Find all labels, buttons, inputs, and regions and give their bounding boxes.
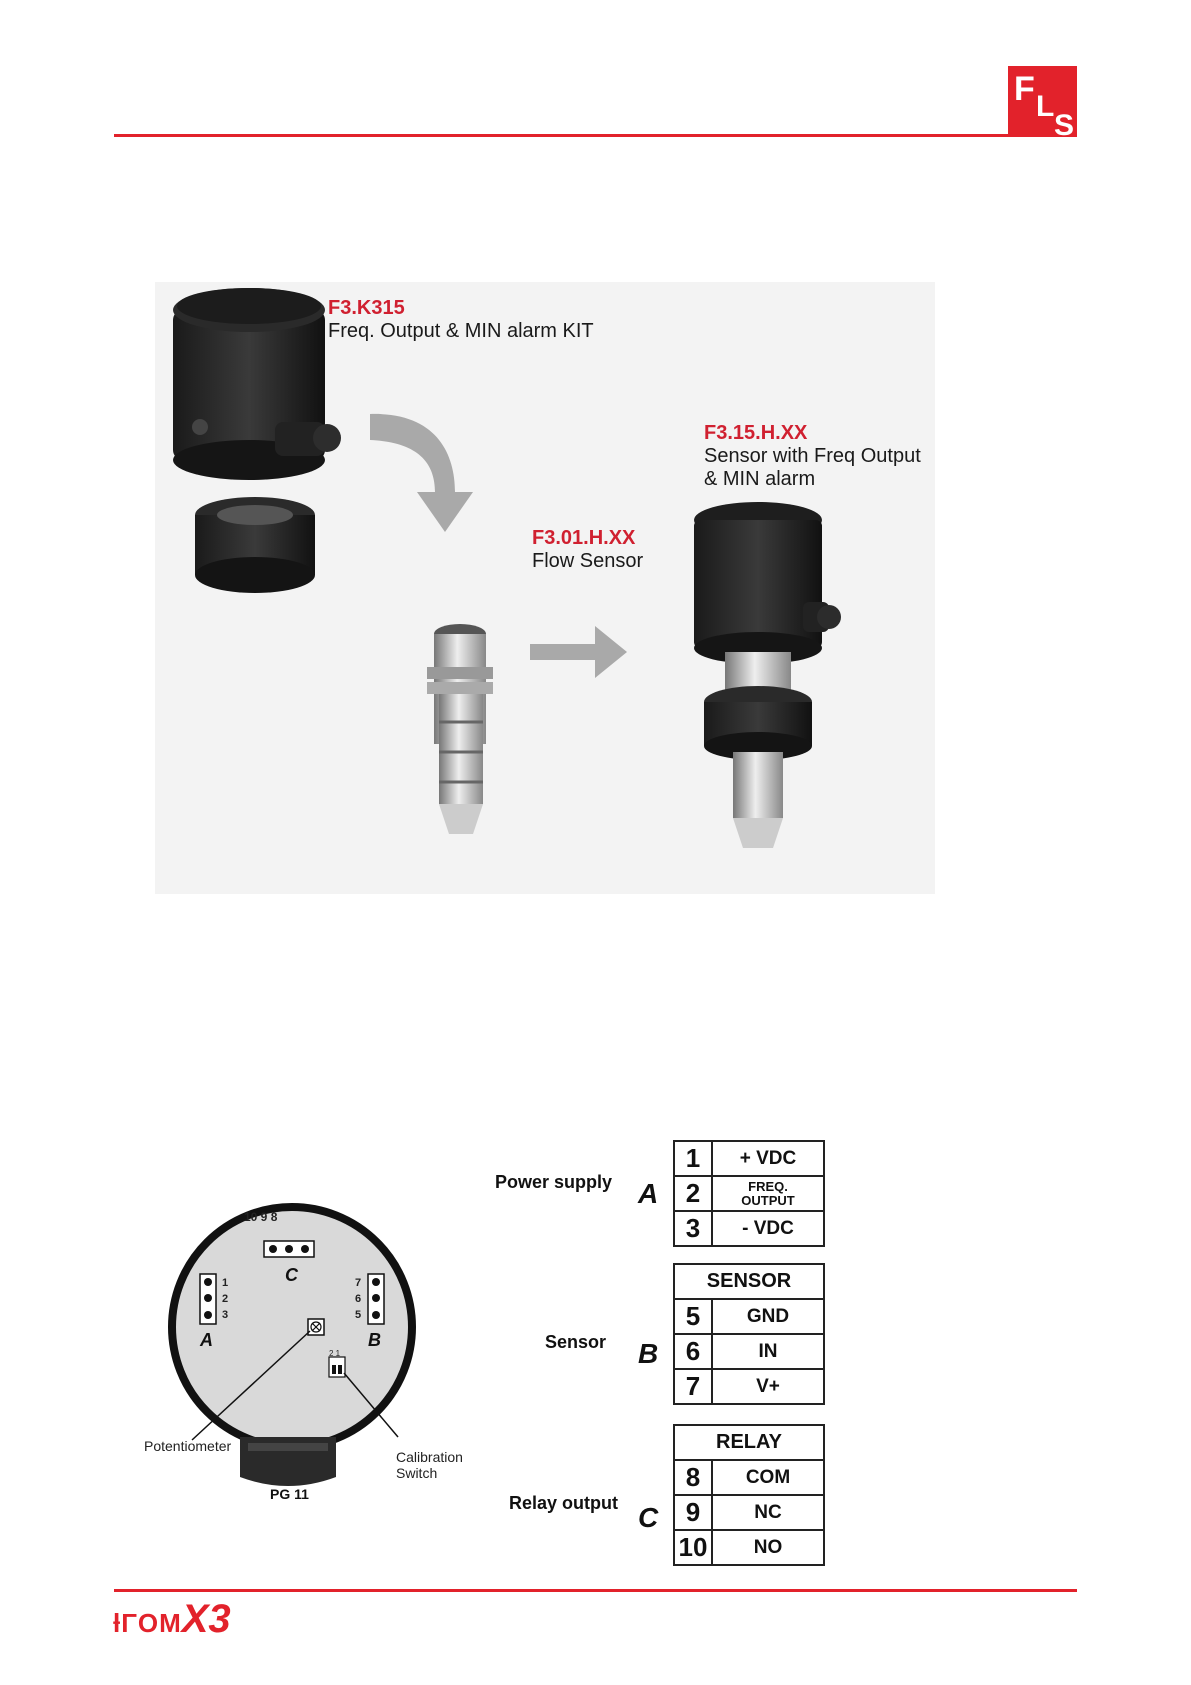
table-row: 8 COM [674,1460,824,1495]
kit-ring-icon [195,497,315,593]
result-desc-line1: Sensor with Freq Output [704,445,921,467]
result-label [704,422,921,491]
svg-text:S: S [1054,109,1075,137]
header-b-pins: 7 6 5 [355,1277,362,1321]
assembled-sensor-icon [694,502,841,848]
sensor-table [673,1263,825,1405]
power-supply-label: Power supply [494,1172,612,1192]
brand-part2: X3 [181,1597,231,1641]
sensor-desc: Flow Sensor [532,550,644,572]
fls-logo [1008,66,1077,137]
table-row: 10 NO [674,1530,824,1565]
header-c-pins: 10 9 8 [244,1210,278,1224]
table-row: 1 + VDC [674,1141,824,1176]
table-row: 5 GND [674,1299,824,1334]
header-b-letter: B [368,1330,381,1350]
header-a-pins: 1 2 3 [222,1277,229,1321]
kit-label [328,297,594,343]
kit-housing-icon [173,288,341,480]
calibration-caption: Calibration Switch [396,1449,463,1481]
footer-brand-logo [113,1597,231,1642]
table-row: 7 V+ [674,1369,824,1404]
table-row: SENSOR [674,1264,824,1299]
table-row: RELAY [674,1425,824,1460]
svg-text:F: F [1014,70,1035,108]
assembly-illustration [155,282,935,894]
brand-part1: ƚΓOM [113,1608,182,1638]
kit-code: F3.K315 [328,297,405,319]
table-row: 6 IN [674,1334,824,1369]
gland-label: PG 11 [270,1486,309,1502]
power-table [673,1140,825,1247]
footer-rule [114,1589,1077,1592]
table-row: 3 - VDC [674,1211,824,1246]
sensor-label-text: Sensor [544,1332,606,1352]
relay-letter: C [638,1502,659,1533]
result-desc-line2: & MIN alarm [704,468,816,490]
table-row: 2 FREQ. OUTPUT [674,1176,824,1211]
flow-sensor-icon [427,624,493,834]
relay-output-label: Relay output [508,1493,618,1513]
header-c-letter: C [285,1265,298,1285]
assembly-drawing [155,282,935,894]
straight-arrow-icon [530,626,627,678]
result-code: F3.15.H.XX [704,422,808,444]
power-letter: A [638,1178,659,1209]
sensor-code: F3.01.H.XX [532,527,636,549]
board-diagram [140,1185,480,1515]
curved-arrow-icon [370,414,473,532]
sensor-letter: B [638,1338,659,1369]
relay-table [673,1424,825,1566]
kit-desc: Freq. Output & MIN alarm KIT [328,320,594,342]
header-a-letter: A [200,1330,213,1350]
table-row: 9 NC [674,1495,824,1530]
potentiometer-caption: Potentiometer [144,1438,232,1454]
sensor-label [532,527,643,573]
switch-label: 2 1 [329,1349,341,1358]
header-rule [114,134,1077,137]
svg-text:L: L [1036,90,1055,123]
